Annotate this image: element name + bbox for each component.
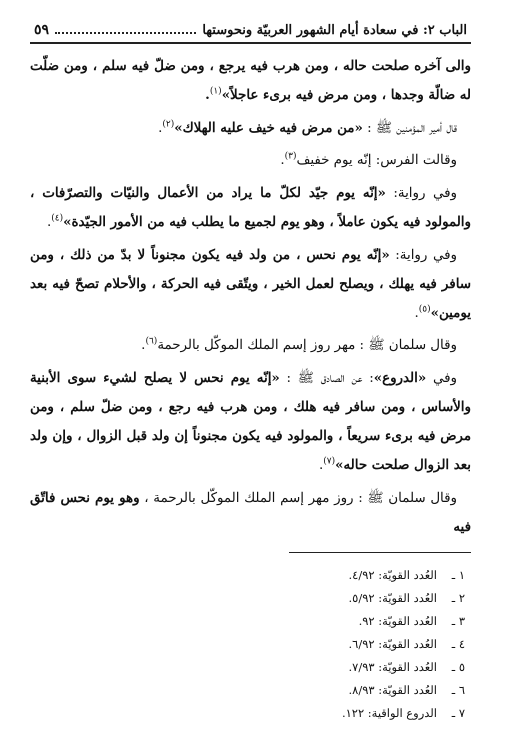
footnote-number: ٦ ـ [451,683,465,697]
footnote-number: ٣ ـ [451,614,465,628]
footnote-number: ١ ـ [451,568,465,582]
footnote-marker: (٢) [162,119,175,130]
paragraph [30,332,471,360]
quoted-text: . [205,87,210,103]
quoted-text: والى آخره صلحت حاله ، ومن هرب فيه يرجع ، ومن ضلّ فيه سلم ، ومن ضلّت له ضالّة وجدها ، ومن مرض فيه برىء عاجلاً» [30,58,471,103]
footnote-number: ٤ ـ [451,637,465,651]
body-text [30,52,471,546]
text-segment: وفي رواية: [385,186,457,201]
footnote-item [200,633,465,656]
text-segment: وقالت الفرس: إنّه يوم خفيف [296,153,457,168]
footnote-item [200,564,465,587]
page-header [34,12,467,38]
footnote-marker: (٧) [323,456,336,467]
quoted-text: «الدروع» [373,370,427,386]
paragraph [30,484,471,542]
page-number: ٥٩ [34,22,50,38]
text-segment: . [318,458,324,473]
footnote-number: ٧ ـ [451,706,465,720]
footnote-text: العُدد القويّة: ٦/٩٢. [348,637,437,651]
footnote-text: العُدد القويّة: ٨/٩٣. [348,683,437,697]
text-segment: وفي [426,371,457,386]
footnotes [200,564,465,725]
paragraph [30,364,471,480]
footnote-text: العُدد القويّة: ٧/٩٣. [348,660,437,674]
quoted-text: «من مرض فيه خيف عليه الهلاك» [174,120,363,136]
footnote-text: الدروع الواقية: ١٢٢. [341,706,437,720]
quoted-text: «إنّه يوم نحس لا يصلح لشيء سوى الأبنية والأساس ، ومن سافر فيه هلك ، ومن هرب فيه رجع ، ومن ضلّ سلم ، ومن مرض فيه برىء سريعاً ، والمولود فيه يكون مجنوناً إن ولد قبل الزوال ، وإن ولد بعد الزوال صلحت حاله» [30,370,471,473]
quoted-text: وهو يوم نحس فاتّق فيه [30,490,471,535]
paragraph [30,147,471,175]
footnote-item [200,679,465,702]
footnote-number: ٥ ـ [451,660,465,674]
leader-dots [55,31,196,34]
footnote-marker: (٤) [51,213,64,224]
text-segment: : عن الصادق ﷺ : [279,371,374,386]
header-rule [30,42,471,44]
text-segment: . [158,121,163,136]
footnote-item [200,702,465,725]
text-segment: . [280,153,285,168]
text-segment: وقال سلمان ﷺ : مهر روز إسم الملك الموكّل بالرحمة [157,338,457,353]
paragraph [30,241,471,328]
footnote-text: العُدد القويّة: ٩٢. [358,614,437,628]
paragraph [30,114,471,143]
footnote-text: العُدد القويّة: ٤/٩٢. [348,568,437,582]
quoted-text: «إنّه يوم نحس ، من ولد فيه يكون مجنوناً لا بدّ من ذلك ، ومن سافر فيه يهلك ، ويصلح لعمل الخير ، ويتّقى فيه الحركة ، والأحلام تصحّ فيه بعد يومين» [30,247,471,321]
paragraph [30,52,471,110]
running-title: الباب ٢: في سعادة أيام الشهور العربيّة ونحوستها [202,23,467,38]
text-segment: قال أمير المؤمنين ﷺ : [362,121,457,136]
paragraph [30,179,471,237]
footnote-marker: (٦) [145,336,158,347]
footnote-marker: (١) [209,86,222,97]
quoted-text: «إنّه يوم جيّد لكلّ ما يراد من الأعمال والنيّات والتصرّفات ، والمولود فيه يكون عاملاً ، وهو يوم لجميع ما يطلب فيه من الأمور الجيّدة» [30,185,471,230]
text-segment: وفي رواية: [389,248,457,263]
footnote-item [200,610,465,633]
footnote-marker: (٣) [284,151,297,162]
footnote-item [200,587,465,610]
footnote-number: ٢ ـ [451,591,465,605]
footnote-text: العُدد القويّة: ٥/٩٢. [348,591,437,605]
text-segment: . [414,306,419,321]
footnote-marker: (٥) [418,304,431,315]
text-segment: . [46,215,52,230]
text-segment: . [141,338,146,353]
footnote-item [200,656,465,679]
text-segment: وقال سلمان ﷺ : روز مهر إسم الملك الموكّل بالرحمة ، [139,491,458,506]
footnote-separator [289,552,471,553]
